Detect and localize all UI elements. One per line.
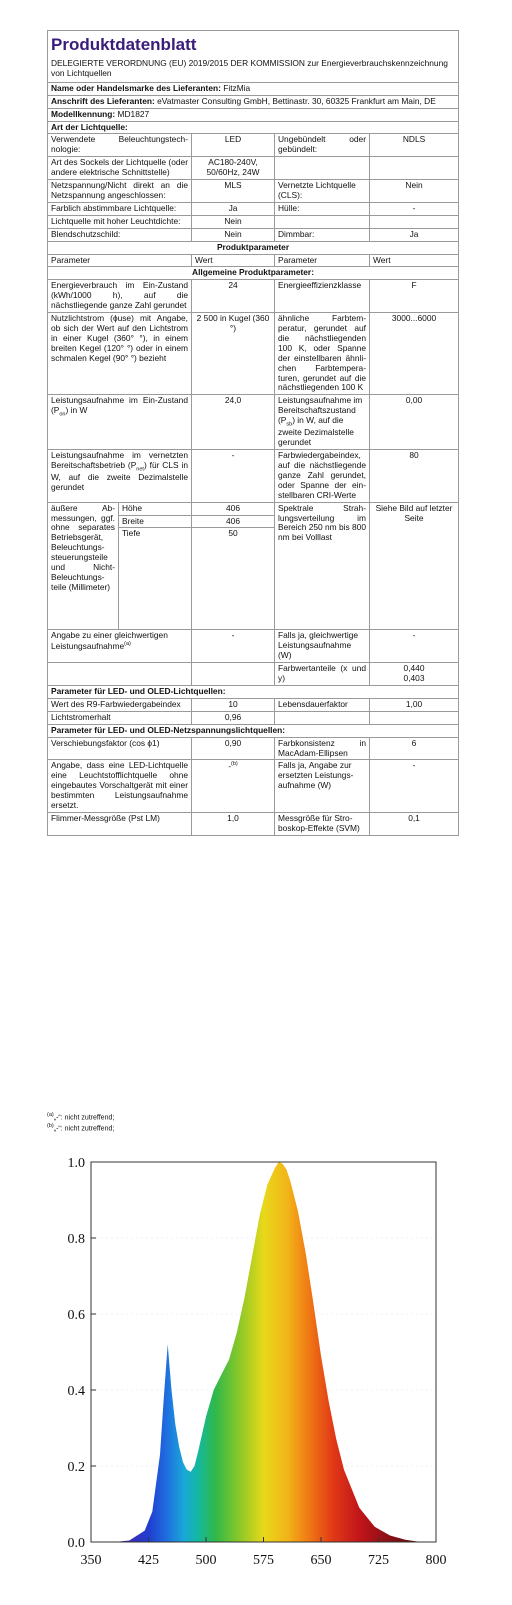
label-text: ) für CLS in W, auf die zweite Dezimalstelle gerundet xyxy=(51,460,188,493)
y-tick-label: 1.0 xyxy=(67,1156,85,1171)
param-label: Falls ja, gleichwertige Leistungsaufnahme (W) xyxy=(275,630,370,663)
param-label: Farbwiedergabeindex, auf die nächstliegende ganze Zahl gerundet, oder Spanne der einstellbaren CRI-Werte xyxy=(275,450,370,503)
param-value xyxy=(192,760,275,813)
param-value: 80 xyxy=(370,450,459,503)
param-label xyxy=(275,215,370,228)
section-light-source-type: Art der Lichtquelle: xyxy=(48,121,459,134)
param-value: 0,90 xyxy=(192,737,275,760)
param-label: ähnliche Farbtemperatur, gerundet auf die nächstliegenden 100 K, oder Spanne der einstellbaren ähnlichen Farbtemperaturen, gerundet auf die nächstliegenden 100 K xyxy=(275,313,370,395)
table-header-row xyxy=(48,254,459,267)
param-label: Netzspannung/Nicht direkt an die Netzspannung angeschlossen: xyxy=(48,180,192,203)
param-label xyxy=(275,157,370,180)
regulation-text: DELEGIERTE VERORDNUNG (EU) 2019/2015 DER KOMMISSION zur Energieverbrauchskennzeichnung von Lichtquellen xyxy=(51,58,448,78)
table-row xyxy=(48,202,459,215)
value-text: - xyxy=(228,761,232,772)
label-text: Leistungsaufnahme im vernetzten Bereitschaftsbetrieb (P xyxy=(51,450,188,471)
x-tick-label: 725 xyxy=(368,1553,389,1568)
param-label: Hülle: xyxy=(275,202,370,215)
param-label: Farbkonsistenz in MacAdam-Ellipsen xyxy=(275,737,370,760)
dimension-value: 406 xyxy=(192,515,275,528)
param-label: Falls ja, Angabe zur ersetzten Leistungsaufnahme (W) xyxy=(275,760,370,813)
dimension-value: 406 xyxy=(192,502,275,515)
table-row xyxy=(48,711,459,724)
param-value: LED xyxy=(192,134,275,157)
param-label: Dimmbar: xyxy=(275,228,370,241)
param-value: 0,1 xyxy=(370,812,459,835)
param-label: Energieverbrauch im Ein-Zustand (kWh/1000 h), auf die nächstliegende ganze Zahl gerundet xyxy=(48,280,192,313)
param-value: - xyxy=(192,630,275,663)
column-header: Parameter xyxy=(275,254,370,267)
table-row xyxy=(48,215,459,228)
empty-cell xyxy=(48,663,192,686)
x-tick-label: 425 xyxy=(138,1553,159,1568)
chromaticity-y: 0,403 xyxy=(403,673,425,684)
table-row xyxy=(48,450,459,503)
table-row xyxy=(48,812,459,835)
y-tick-label: 0.4 xyxy=(67,1384,85,1399)
table-row xyxy=(48,663,459,686)
param-value: Nein xyxy=(192,215,275,228)
model-id: MD1827 xyxy=(117,108,150,119)
param-value: - xyxy=(192,450,275,503)
param-label: Art des Sockels der Lichtquelle (oder andere elektrische Schnittstelle) xyxy=(48,157,192,180)
param-label: Blendschutzschild: xyxy=(48,228,192,241)
subscript: sb xyxy=(286,421,293,428)
param-value: 0,96 xyxy=(192,711,275,724)
param-value: 1,00 xyxy=(370,698,459,711)
param-label: Farblich abstimmbare Lichtquelle: xyxy=(48,202,192,215)
supplier-name: FitzMia xyxy=(223,82,251,93)
footnote-mark: (b) xyxy=(47,1123,54,1130)
param-value xyxy=(370,663,459,686)
param-value: 10 xyxy=(192,698,275,711)
section-mls-params: Parameter für LED- und OLED-Netzspannungslichtquellen: xyxy=(48,724,459,737)
param-value: Siehe Bild auf letzter Seite xyxy=(370,502,459,630)
dimension-name: Breite xyxy=(119,515,192,528)
param-label xyxy=(48,395,192,450)
footnote-mark: (b) xyxy=(231,761,238,768)
footnote-text: „-“: nicht zutreffend; xyxy=(53,1114,115,1122)
series-area xyxy=(114,1162,421,1542)
x-tick-label: 650 xyxy=(310,1553,332,1568)
model-label: Modellkennung: xyxy=(51,108,116,119)
section-product-params: Produktparameter xyxy=(48,241,459,254)
table-row xyxy=(48,698,459,711)
y-tick-label: 0.6 xyxy=(67,1308,85,1323)
table-row xyxy=(48,134,459,157)
subscript: net xyxy=(136,466,144,473)
subscript: on xyxy=(59,411,66,418)
column-header: Wert xyxy=(192,254,275,267)
param-label: Nutzlichtstrom (ɸuse) mit Angabe, ob sich der Wert auf den Lichtstrom in einer Kugel (360° °), in einem breiten Kegel (120° °) oder in einem schmalen Kegel (90° °) bezieht xyxy=(48,313,192,395)
section-general-params: Allgemeine Produktparameter: xyxy=(48,267,459,280)
param-value: 24 xyxy=(192,280,275,313)
param-value: F xyxy=(370,280,459,313)
param-label: Wert des R9-Farbwiedergabeindex xyxy=(48,698,192,711)
param-label: Lichtquelle mit hoher Leuchtdichte: xyxy=(48,215,192,228)
datasheet xyxy=(47,30,458,836)
spectrum-chart xyxy=(0,1142,512,1600)
table-row xyxy=(48,228,459,241)
param-label xyxy=(48,450,192,503)
param-value: Nein xyxy=(370,180,459,203)
param-label: Energieeffizienzklasse xyxy=(275,280,370,313)
model-row xyxy=(48,108,459,121)
x-tick-label: 350 xyxy=(80,1553,102,1568)
param-value: - xyxy=(370,630,459,663)
column-header: Parameter xyxy=(48,254,192,267)
section-led-params: Parameter für LED- und OLED-Lichtquellen: xyxy=(48,685,459,698)
param-label: Messgröße für Stroboskop-Effekte (SVM) xyxy=(275,812,370,835)
footnote-mark: (a) xyxy=(47,1112,54,1118)
table-row xyxy=(48,760,459,813)
table-row xyxy=(48,180,459,203)
label-text: ) in W, auf die zweite Dezimalstelle gerundet xyxy=(278,415,354,448)
y-tick-label: 0.2 xyxy=(67,1460,85,1475)
param-label: Lichtstromerhalt xyxy=(48,711,192,724)
supplier-name-row xyxy=(48,82,459,95)
param-value: 1,0 xyxy=(192,812,275,835)
table-row xyxy=(48,737,459,760)
param-value: Ja xyxy=(370,228,459,241)
param-value xyxy=(370,157,459,180)
empty-cell xyxy=(370,711,459,724)
empty-cell xyxy=(275,711,370,724)
supplier-address: eVatmaster Consulting GmbH, Bettinastr. 30, 60325 Frankfurt am Main, DE xyxy=(157,95,436,106)
param-value: 0,00 xyxy=(370,395,459,450)
y-tick-labels xyxy=(68,1156,97,1551)
param-label: Flimmer-Messgröße (Pst LM) xyxy=(48,812,192,835)
param-label: Farbwertanteile (x und y) xyxy=(275,663,370,686)
param-label: Verschiebungsfaktor (cos ϕ1) xyxy=(48,737,192,760)
param-value: NDLS xyxy=(370,134,459,157)
table-row xyxy=(48,502,459,515)
supplier-name-label: Name oder Handelsmarke des Lieferanten: xyxy=(51,82,221,93)
dimensions-label: äußere Abmessungen, ggf. ohne separates Betriebsgerät, Beleuchtungssteuerungsteile und Nicht-Beleuchtungsteile (Millimeter) xyxy=(48,502,119,630)
table-row xyxy=(48,280,459,313)
label-text: Leistungsaufnahme im Bereitschaftszustand (P xyxy=(278,395,363,426)
label-text: Angabe zu einer gleichwertigen Leistungsaufnahme xyxy=(51,630,168,652)
param-value: 24,0 xyxy=(192,395,275,450)
dimension-value: 50 xyxy=(192,528,275,630)
empty-cell xyxy=(192,663,275,686)
param-label xyxy=(275,395,370,450)
param-value: 3000...6000 xyxy=(370,313,459,395)
label-text: ) in W xyxy=(65,405,88,416)
footnotes xyxy=(47,1112,114,1134)
param-value: 6 xyxy=(370,737,459,760)
footnote-text: „-“: nicht zutreffend; xyxy=(53,1125,115,1133)
datasheet-table xyxy=(47,30,459,836)
spectrum-chart-container xyxy=(0,1142,512,1600)
param-value: - xyxy=(370,760,459,813)
param-label xyxy=(48,630,192,663)
y-tick-label: 0.0 xyxy=(67,1536,85,1551)
x-tick-label: 575 xyxy=(253,1553,274,1568)
param-label: Verwendete Beleuchtungstechnologie: xyxy=(48,134,192,157)
dimension-name: Tiefe xyxy=(119,528,192,630)
dimension-name: Höhe xyxy=(119,502,192,515)
chromaticity-x: 0,440 xyxy=(403,663,425,674)
param-label: Ungebündelt oder gebündelt: xyxy=(275,134,370,157)
supplier-address-row xyxy=(48,95,459,108)
table-row xyxy=(48,395,459,450)
param-value xyxy=(370,215,459,228)
header-cell xyxy=(48,31,459,83)
param-label: Angabe, dass eine LED-Lichtquelle eine Leuchtstofflichtquelle ohne eingebautes Vorschaltgerät mit einer bestimmten Leistungsaufnahme ersetzt. xyxy=(48,760,192,813)
supplier-address-label: Anschrift des Lieferanten: xyxy=(51,95,155,106)
param-value: Nein xyxy=(192,228,275,241)
param-label: Spektrale Strahlungsverteilung im Bereich 250 nm bis 800 nm bei Volllast xyxy=(275,502,370,630)
label-text: Leistungsaufnahme im Ein-Zustand (P xyxy=(51,395,188,416)
param-value: - xyxy=(370,202,459,215)
footnote xyxy=(47,1112,114,1123)
table-row xyxy=(48,157,459,180)
table-row xyxy=(48,313,459,395)
param-value: 2 500 in Kugel (360 °) xyxy=(192,313,275,395)
param-value: Ja xyxy=(192,202,275,215)
footnote-mark: (a) xyxy=(124,641,131,648)
column-header: Wert xyxy=(370,254,459,267)
y-tick-label: 0.8 xyxy=(67,1232,85,1247)
page-title: Produktdatenblatt xyxy=(51,35,197,54)
x-tick-label: 800 xyxy=(425,1553,447,1568)
footnote xyxy=(47,1123,114,1134)
param-value: AC180-240V, 50/60Hz, 24W xyxy=(192,157,275,180)
param-label: Vernetzte Lichtquelle (CLS): xyxy=(275,180,370,203)
param-label: Lebensdauerfaktor xyxy=(275,698,370,711)
x-tick-label: 500 xyxy=(195,1553,217,1568)
param-value: MLS xyxy=(192,180,275,203)
table-row xyxy=(48,630,459,663)
